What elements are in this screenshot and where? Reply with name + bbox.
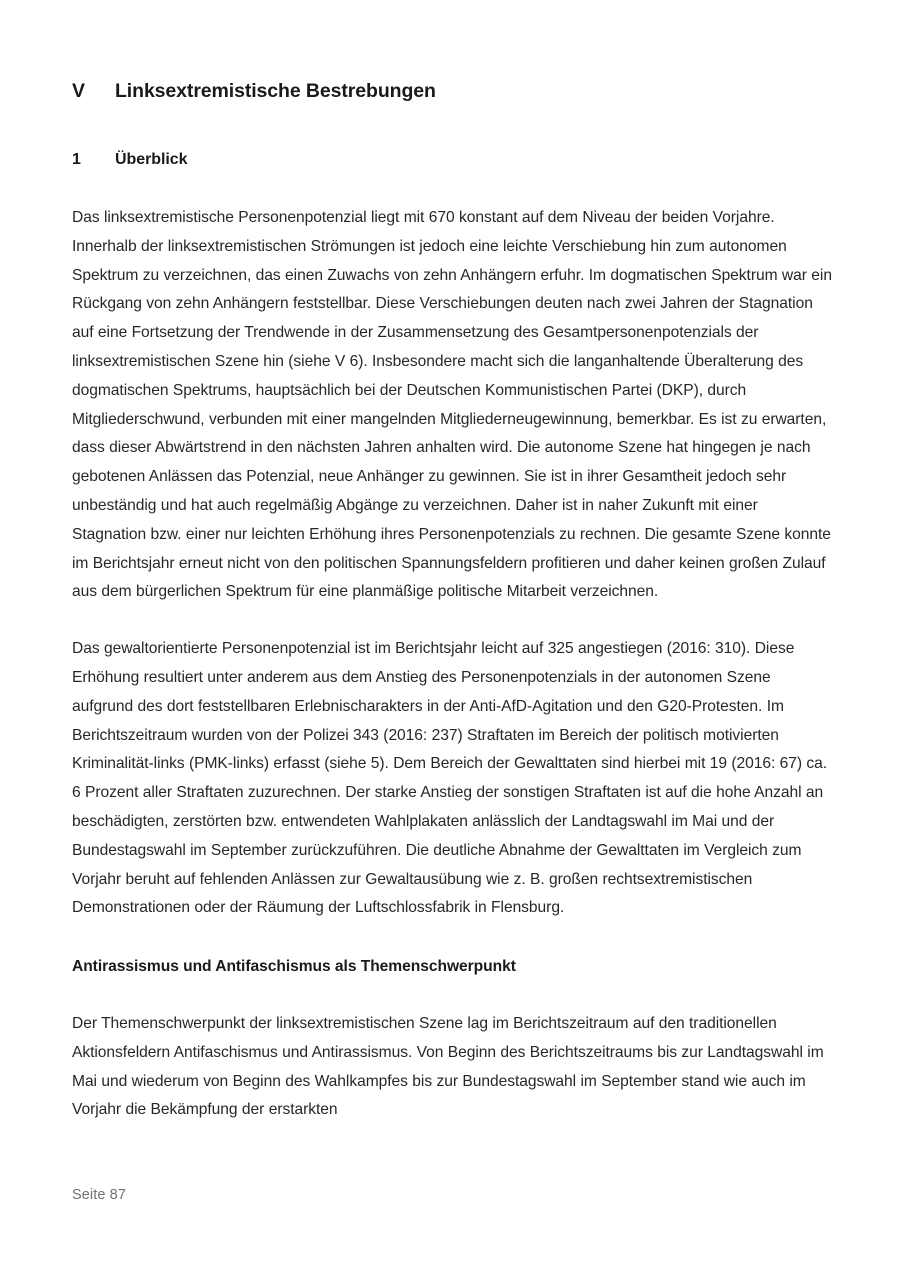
paragraph-gewaltorientiert: Das gewaltorientierte Personenpotenzial ist im Berichtsjahr leicht auf 325 angestiegen (2016: 310). Diese Erhöhung resultiert unter anderem aus dem Anstieg des Personenpotenzials in der autonomen Szene aufgrund des dort feststellbaren Erlebnischarakters in der Anti-AfD-Agitation und den G20-Protesten. Im Berichtszeitraum wurden von der Polizei 343 (2016: 237) Straftaten im Bereich der politisch motivierten Kriminalität-links (PMK-links) erfasst (siehe 5). Dem Bereich der Gewalttaten sind hierbei mit 19 (2016: 67) ca. 6 Prozent aller Straftaten zuzurechnen. Der starke Anstieg der sonstigen Straftaten ist auf die hohe Anzahl an beschädigten, zerstörten bzw. entwendeten Wahlplakaten anlässlich der Landtagswahl im Mai und der Bundestagswahl im September zurückzuführen. Die deutliche Abnahme der Gewalttaten im Vergleich zum Vorjahr beruht auf fehlenden Anlässen zur Gewaltausübung wie z. B. großen rechtsextremistischen Demonstrationen oder der Räumung der Luftschlossfabrik in Flensburg. — [72, 640, 828, 917]
page-footer-label: Seite 87 — [72, 1187, 127, 1203]
chapter-number: V — [72, 80, 85, 102]
page-content — [72, 78, 832, 1125]
paragraph-personenpotenzial: Das linksextremistische Personenpotenzial liegt mit 670 konstant auf dem Niveau der beiden Vorjahre. Innerhalb der linksextremistischen Strömungen ist jedoch eine leichte Verschiebung hin zum autonomen Spektrum zu verzeichnen, das einen Zuwachs von zehn Anhängern erfuhr. Im dogmatischen Spektrum war ein Rückgang von zehn Anhängern feststellbar. Diese Verschiebungen deuten nach zwei Jahren der Stagnation auf eine Fortsetzung der Trendwende in der Zusammensetzung des Gesamtpersonenpotenzials der linksextremistischen Szene hin (siehe V 6). Insbesondere macht sich die langanhaltende Überalterung des dogmatischen Spektrums, hauptsächlich bei der Deutschen Kommunistischen Partei (DKP), durch Mitgliederschwund, verbunden mit einer mangelnden Mitgliederneugewinnung, bemerkbar. Es ist zu erwarten, dass dieser Abwärtstrend in den nächsten Jahren anhalten wird. Die autonome Szene hat hingegen je nach gebotenen Anlässen das Potenzial, neue Anhänger zu gewinnen. Sie ist in ihrer Gesamtheit jedoch sehr unbeständig und hat auch regelmäßig Abgänge zu verzeichnen. Daher ist in naher Zukunft mit einer Stagnation bzw. einer nur leichten Erhöhung ihres Personenpotenzials zu rechnen. Die gesamte Szene konnte im Berichtsjahr erneut nicht von den politischen Spannungsfeldern profitieren und daher keinen großen Zulauf aus dem bürgerlichen Spektrum für eine planmäßige politische Mitarbeit verzeichnen. — [72, 209, 832, 601]
subheading-antirassismus: Antirassismus und Antifaschismus als Themenschwerpunkt — [72, 958, 516, 976]
paragraph-themenschwerpunkt: Der Themenschwerpunkt der linksextremistischen Szene lag im Berichtszeitraum auf den traditionellen Aktionsfeldern Antifaschismus und Antirassismus. Von Beginn des Berichtszeitraums bis zur Landtagswahl im Mai und wiederum von Beginn des Wahlkampfes bis zur Bundestagswahl im September stand wie auch im Vorjahr die Bekämpfung der erstarkten — [72, 1014, 824, 1119]
chapter-title: Linksextremistische Bestrebungen — [115, 80, 436, 102]
chapter-heading — [72, 78, 832, 104]
section-title: Überblick — [115, 151, 188, 168]
section-number: 1 — [72, 151, 81, 168]
section-heading — [72, 148, 832, 172]
